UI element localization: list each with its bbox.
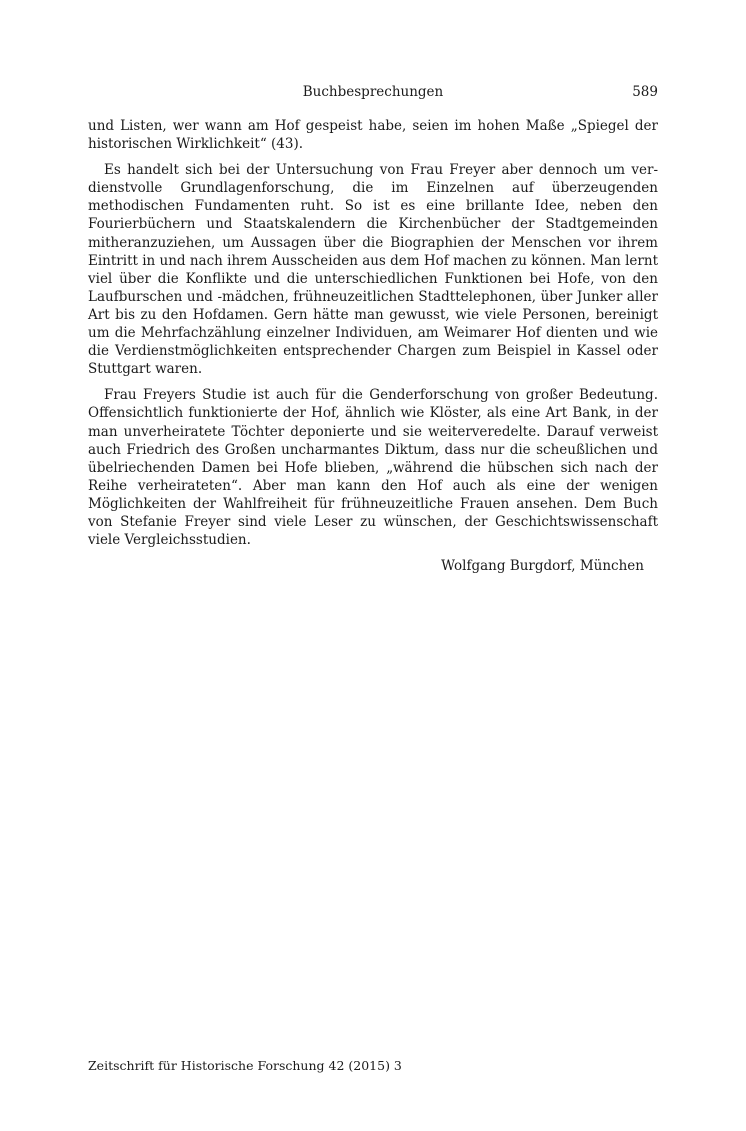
running-title: Buchbesprechungen xyxy=(302,84,444,100)
paragraph-research-assessment: Es handelt sich bei der Untersuchung von Frau Freyer aber dennoch um verdienstvolle Grundlagenforschung, die im Einzelnen auf überzeugenden methodischen Fundamenten ruht. So ist es eine brillante Idee, neben den Fourierbüchern und Staatskalendern die Kirchenbücher der Stadtgemeinden mitheranzuziehen, um Aussagen über die Biographien der Menschen vor ihrem Eintritt in und nach ihrem Ausscheiden aus dem Hof machen zu können. Man lernt viel über die Konflikte und die unterschiedlichen Funktionen bei Hofe, von den Laufburschen und -mädchen, frühneuzeitlichen Stadttelephonen, über Junker aller Art bis zu den Hofdamen. Gern hätte man gewusst, wie viele Personen, bereinigt um die Mehrfachzählung einzelner Individuen, am Weimarer Hof dienten und wie die Verdienstmöglichkeiten entsprechender Chargen zum Beispiel in Kassel oder Stuttgart waren. xyxy=(88,162,658,378)
paragraph-continuation: und Listen, wer wann am Hof gespeist habe, seien im hohen Maße „Spiegel der historischen Wirklichkeit“ (43). xyxy=(88,118,658,153)
reviewer-signature: Wolfgang Burgdorf, München xyxy=(441,558,644,575)
paragraph-gender-research: Frau Freyers Studie ist auch für die Genderforschung von großer Bedeutung. Offensichtlich funktionierte der Hof, ähnlich wie Klöster, als eine Art Bank, in der man unverheiratete Töchter deponierte und sie weiterveredelte. Darauf verweist auch Friedrich des Großen uncharmantes Diktum, dass nur die scheußlichen und übelriechenden Damen bei Hofe blieben, „während die hübschen sich nach der Reihe verheirateten“. Aber man kann den Hof auch als eine der wenigen Möglichkeiten der Wahlfreiheit für frühneuzeitliche Frauen ansehen. Dem Buch von Stefanie Freyer sind viele Leser zu wünschen, der Geschichtswissenschaft viele Vergleichsstudien. xyxy=(88,387,658,549)
review-body xyxy=(88,117,658,575)
page-number: 589 xyxy=(632,84,658,100)
running-head xyxy=(88,82,658,102)
journal-footer: Zeitschrift für Historische Forschung 42 (2015) 3 xyxy=(88,1058,402,1073)
